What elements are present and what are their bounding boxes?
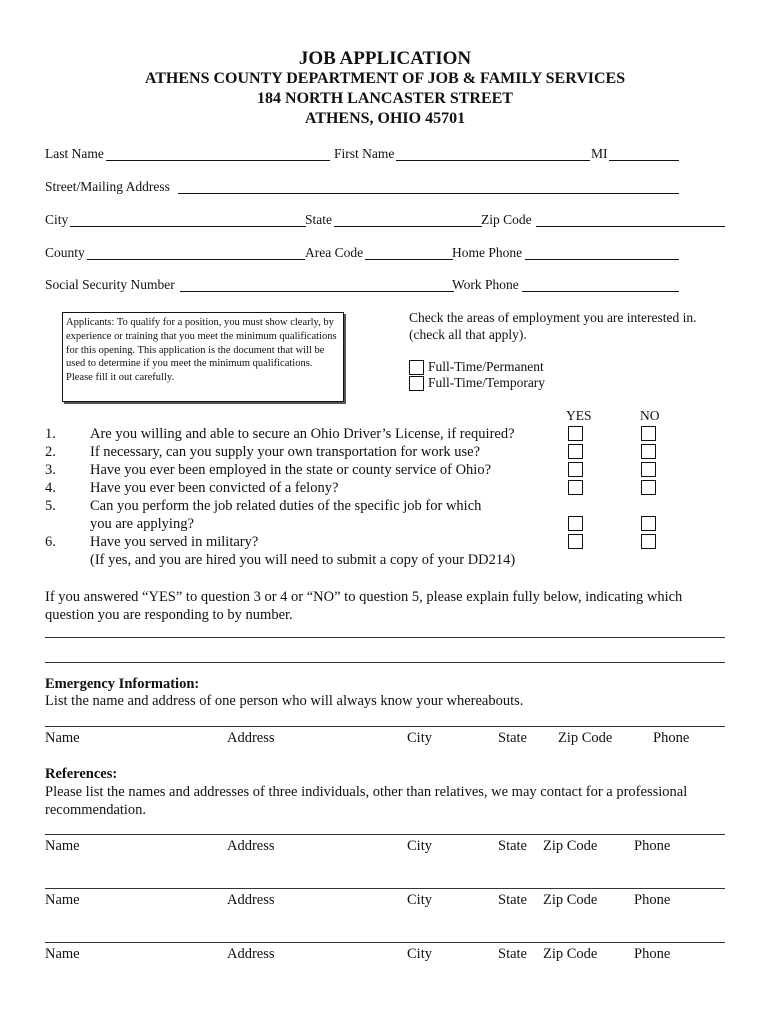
question-4-no-checkbox[interactable] — [641, 480, 656, 495]
qualification-notice: Applicants: To qualify for a position, you must show clearly, by experience or training that you meet the minimum qualifications for this opening. This application is the document that will be used to determine if you meet the minimum qualifications. Please fill it out carefully. — [62, 312, 344, 402]
reference-1-address-label: Address — [227, 838, 275, 854]
question-6-no-checkbox[interactable] — [641, 534, 656, 549]
emergency-phone-label: Phone — [653, 730, 690, 746]
explanation-instruction: If you answered “YES” to question 3 or 4 or “NO” to question 5, please explain fully below, indicating which — [45, 589, 683, 605]
reference-1-state-label: State — [498, 838, 527, 854]
question-4-yes-checkbox[interactable] — [568, 480, 583, 495]
emergency-city-label: City — [407, 730, 432, 746]
explanation-line-1[interactable] — [45, 637, 725, 638]
emergency-entry-line[interactable] — [45, 726, 725, 727]
references-instruction: Please list the names and addresses of three individuals, other than relatives, we may contact for a professional — [45, 784, 688, 800]
reference-1-city-label: City — [407, 838, 432, 854]
reference-3-city-label: City — [407, 946, 432, 962]
employment-instruction: Check the areas of employment you are interested in. — [409, 310, 697, 325]
first-name-field[interactable] — [396, 160, 590, 161]
reference-3-zip-label: Zip Code — [543, 946, 598, 962]
ssn-field[interactable] — [180, 291, 454, 292]
mi-label: MI — [591, 146, 608, 161]
reference-2-name-label: Name — [45, 892, 80, 908]
no-column-header: NO — [640, 408, 660, 423]
reference-3-entry-line[interactable] — [45, 942, 725, 943]
question-number: 6. — [45, 534, 56, 550]
full-time-permanent-checkbox[interactable] — [409, 360, 424, 375]
first-name-label: First Name — [334, 146, 395, 161]
work-phone-label: Work Phone — [452, 277, 519, 292]
last-name-field[interactable] — [106, 160, 330, 161]
ssn-label: Social Security Number — [45, 277, 175, 292]
state-field[interactable] — [334, 226, 482, 227]
question-number: 4. — [45, 480, 56, 496]
explanation-instruction-continued: question you are responding to by number. — [45, 607, 293, 623]
home-phone-field[interactable] — [525, 259, 679, 260]
reference-2-state-label: State — [498, 892, 527, 908]
last-name-label: Last Name — [45, 146, 104, 161]
reference-2-address-label: Address — [227, 892, 275, 908]
reference-1-name-label: Name — [45, 838, 80, 854]
explanation-line-2[interactable] — [45, 662, 725, 663]
reference-1-entry-line[interactable] — [45, 834, 725, 835]
question-6-yes-checkbox[interactable] — [568, 534, 583, 549]
work-phone-field[interactable] — [522, 291, 679, 292]
question-1-text: Are you willing and able to secure an Ohio Driver’s License, if required? — [90, 426, 515, 442]
question-6-text-continued: (If yes, and you are hired you will need to submit a copy of your DD214) — [90, 552, 516, 568]
reference-3-address-label: Address — [227, 946, 275, 962]
question-1-no-checkbox[interactable] — [641, 426, 656, 441]
reference-3-phone-label: Phone — [634, 946, 671, 962]
reference-3-state-label: State — [498, 946, 527, 962]
street-address-label: Street/Mailing Address — [45, 179, 170, 194]
question-5-text-continued: you are applying? — [90, 516, 194, 532]
zip-code-label: Zip Code — [481, 212, 532, 227]
area-code-label: Area Code — [305, 245, 364, 260]
emergency-zip-label: Zip Code — [558, 730, 613, 746]
question-6-text: Have you served in military? — [90, 534, 259, 550]
reference-2-entry-line[interactable] — [45, 888, 725, 889]
emergency-address-label: Address — [227, 730, 275, 746]
question-1-yes-checkbox[interactable] — [568, 426, 583, 441]
reference-1-zip-label: Zip Code — [543, 838, 598, 854]
state-label: State — [305, 212, 332, 227]
city-label: City — [45, 212, 69, 227]
question-number: 1. — [45, 426, 56, 442]
reference-2-city-label: City — [407, 892, 432, 908]
question-number: 3. — [45, 462, 56, 478]
question-3-no-checkbox[interactable] — [641, 462, 656, 477]
question-5-yes-checkbox[interactable] — [568, 516, 583, 531]
references-heading: References: — [45, 766, 118, 782]
full-time-temporary-label: Full-Time/Temporary — [428, 375, 546, 390]
emergency-heading: Emergency Information: — [45, 676, 200, 692]
county-field[interactable] — [87, 259, 305, 260]
question-5-no-checkbox[interactable] — [641, 516, 656, 531]
question-number: 2. — [45, 444, 56, 460]
employment-instruction-note: (check all that apply). — [409, 327, 527, 342]
question-3-text: Have you ever been employed in the state or county service of Ohio? — [90, 462, 492, 478]
question-2-yes-checkbox[interactable] — [568, 444, 583, 459]
form-title: JOB APPLICATION — [298, 48, 472, 69]
reference-1-phone-label: Phone — [634, 838, 671, 854]
reference-2-zip-label: Zip Code — [543, 892, 598, 908]
department-street: 184 NORTH LANCASTER STREET — [257, 90, 513, 107]
full-time-permanent-label: Full-Time/Permanent — [428, 359, 544, 374]
question-5-text: Can you perform the job related duties of the specific job for which — [90, 498, 482, 514]
question-4-text: Have you ever been convicted of a felony? — [90, 480, 339, 496]
question-3-yes-checkbox[interactable] — [568, 462, 583, 477]
reference-3-name-label: Name — [45, 946, 80, 962]
yes-column-header: YES — [566, 408, 592, 423]
department-name: ATHENS COUNTY DEPARTMENT OF JOB & FAMILY SERVICES — [144, 70, 626, 87]
question-number: 5. — [45, 498, 56, 514]
home-phone-label: Home Phone — [452, 245, 523, 260]
references-instruction-continued: recommendation. — [45, 802, 147, 818]
emergency-state-label: State — [498, 730, 527, 746]
street-address-field[interactable] — [178, 193, 679, 194]
full-time-temporary-checkbox[interactable] — [409, 376, 424, 391]
reference-2-phone-label: Phone — [634, 892, 671, 908]
department-city: ATHENS, OHIO 45701 — [304, 110, 466, 127]
city-field[interactable] — [70, 226, 306, 227]
emergency-instruction: List the name and address of one person who will always know your whereabouts. — [45, 693, 524, 709]
zip-code-field[interactable] — [536, 226, 725, 227]
county-label: County — [45, 245, 85, 260]
question-2-no-checkbox[interactable] — [641, 444, 656, 459]
mi-field[interactable] — [609, 160, 679, 161]
question-2-text: If necessary, can you supply your own transportation for work use? — [90, 444, 481, 460]
emergency-name-label: Name — [45, 730, 80, 746]
area-code-field[interactable] — [365, 259, 453, 260]
